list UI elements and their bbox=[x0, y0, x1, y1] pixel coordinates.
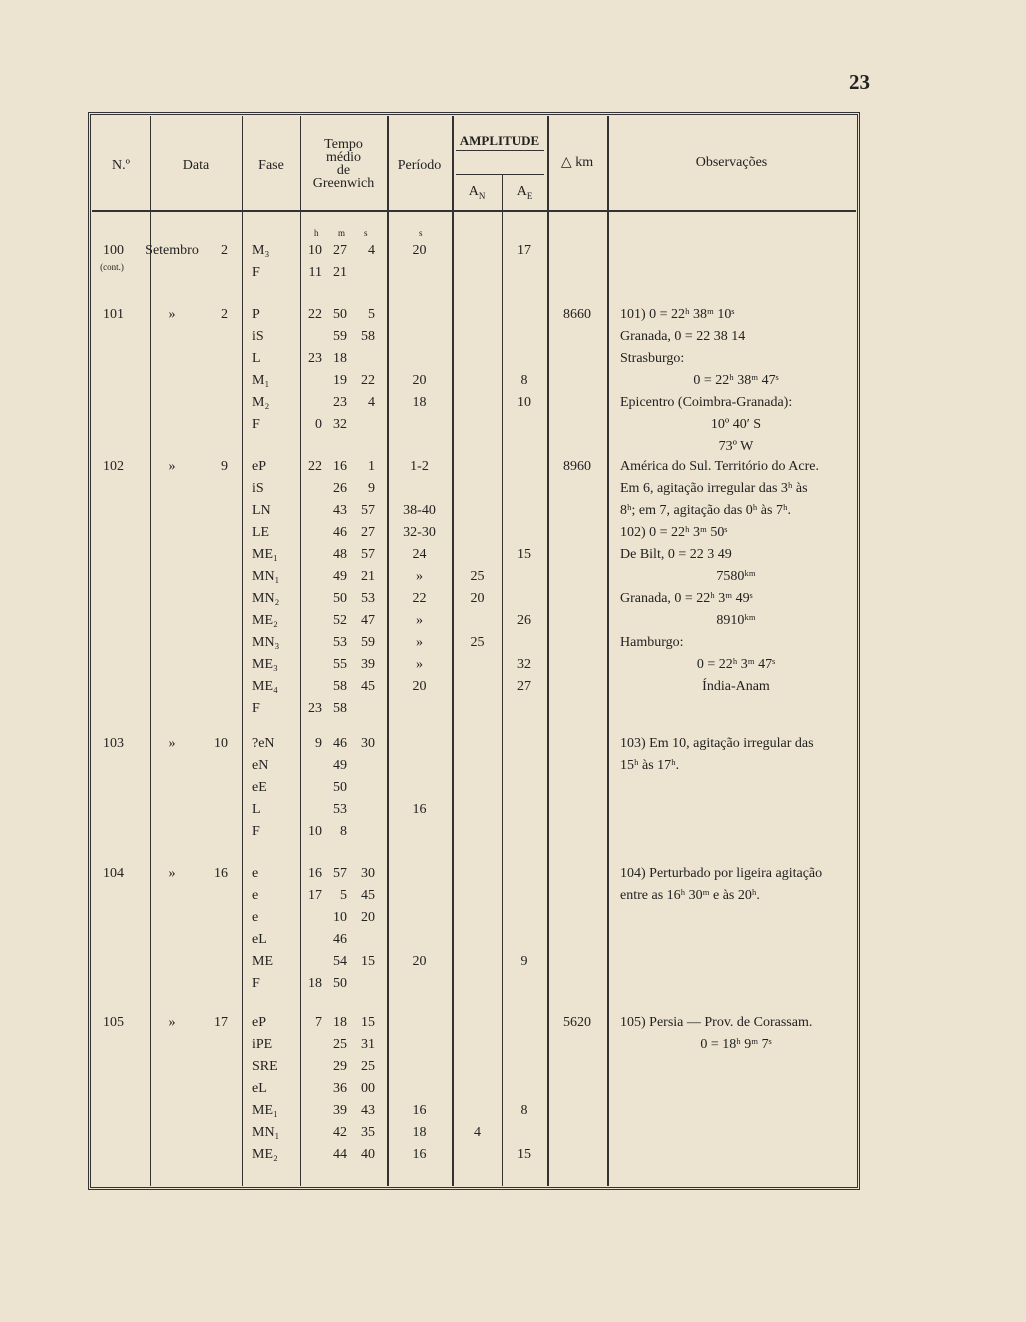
cell-ae: 26 bbox=[517, 613, 531, 628]
observation-line: 7580ᵏᵐ bbox=[716, 569, 756, 584]
cell-km: 8660 bbox=[563, 307, 591, 322]
header-ae bbox=[502, 185, 547, 203]
cell-periodo: 20 bbox=[412, 373, 427, 388]
cell-ae: 10 bbox=[517, 395, 531, 410]
header-tempo-line: médio bbox=[326, 150, 361, 165]
cell-fase: M₃ bbox=[252, 243, 270, 258]
cell-day: 10 bbox=[214, 736, 228, 751]
cell-num: 102 bbox=[103, 459, 124, 474]
cell-s: 31 bbox=[361, 1037, 375, 1052]
observation-line: 73º W bbox=[718, 439, 754, 454]
cell-fase: e bbox=[252, 866, 259, 881]
cell-s: 39 bbox=[361, 657, 375, 672]
cell-m: 23 bbox=[333, 395, 347, 410]
cell-s: 25 bbox=[361, 1059, 375, 1074]
cell-periodo: 16 bbox=[412, 1103, 427, 1118]
cell-month: Setembro bbox=[145, 243, 199, 258]
cell-m: 32 bbox=[333, 417, 347, 432]
header-an-sub: N bbox=[478, 190, 486, 201]
cell-fase: M₁ bbox=[252, 373, 270, 388]
header-ae-base: A bbox=[516, 184, 527, 199]
cell-fase: e bbox=[252, 910, 259, 925]
cell-s: 4 bbox=[368, 243, 375, 258]
observation-line: 15ʰ às 17ʰ. bbox=[620, 758, 680, 773]
cell-ae: 32 bbox=[517, 657, 531, 672]
cell-periodo: 32-30 bbox=[403, 525, 436, 540]
observation-line: Epicentro (Coimbra-Granada): bbox=[620, 395, 793, 410]
cell-periodo: 20 bbox=[412, 679, 427, 694]
observation-line: De Bilt, 0 = 22 3 49 bbox=[620, 547, 732, 562]
cell-periodo: 16 bbox=[412, 1147, 427, 1162]
col-divider bbox=[502, 174, 503, 1186]
observation-line: 0 = 22ʰ 3ᵐ 47ˢ bbox=[696, 657, 776, 672]
header-tempo bbox=[300, 138, 387, 190]
cell-m: 43 bbox=[333, 503, 347, 518]
observation-line: 10º 40′ S bbox=[710, 417, 762, 432]
cell-fase: ME₄ bbox=[252, 679, 278, 694]
cell-periodo: » bbox=[416, 657, 423, 672]
cell-fase: eP bbox=[252, 1015, 266, 1030]
cell-m: 58 bbox=[333, 701, 347, 716]
cell-m: 54 bbox=[333, 954, 347, 969]
cell-fase: eL bbox=[252, 1081, 267, 1096]
cell-m: 49 bbox=[333, 758, 347, 773]
cell-fase: e bbox=[252, 888, 259, 903]
unit-s: s bbox=[364, 228, 368, 238]
cell-fase: eN bbox=[252, 758, 269, 773]
cell-fase: F bbox=[252, 824, 260, 839]
cell-km: 5620 bbox=[563, 1015, 591, 1030]
cell-fase: SRE bbox=[252, 1059, 278, 1074]
cell-km: 8960 bbox=[563, 459, 591, 474]
cell-day: 2 bbox=[221, 243, 228, 258]
cell-fase: ME₂ bbox=[252, 1147, 278, 1162]
header-ae-sub: E bbox=[526, 190, 533, 201]
cell-m: 25 bbox=[333, 1037, 347, 1052]
cell-periodo: 16 bbox=[412, 802, 427, 817]
cell-s: 4 bbox=[368, 395, 375, 410]
cell-m: 39 bbox=[333, 1103, 347, 1118]
cell-ae: 8 bbox=[520, 1103, 528, 1118]
observation-line: América do Sul. Território do Acre. bbox=[620, 459, 819, 474]
header-fase: Fase bbox=[258, 158, 284, 173]
cell-m: 50 bbox=[333, 307, 347, 322]
cell-fase: ME bbox=[252, 954, 273, 969]
cell-s: 57 bbox=[361, 503, 375, 518]
observation-line: 105) Persia — Prov. de Corassam. bbox=[620, 1015, 813, 1030]
cell-m: 5 bbox=[340, 888, 347, 903]
cell-h: 22 bbox=[308, 459, 322, 474]
cell-h: 7 bbox=[315, 1015, 322, 1030]
cell-m: 52 bbox=[333, 613, 347, 628]
cell-h: 0 bbox=[315, 417, 322, 432]
cell-fase: P bbox=[252, 307, 260, 322]
cell-ae: 17 bbox=[517, 243, 531, 258]
cell-m: 16 bbox=[333, 459, 347, 474]
cell-h: 23 bbox=[308, 351, 322, 366]
observation-line: 104) Perturbado por ligeira agitação bbox=[620, 866, 823, 881]
page-number: 23 bbox=[849, 70, 870, 94]
cell-fase: LN bbox=[252, 503, 271, 518]
cell-num: 103 bbox=[103, 736, 124, 751]
observation-line: 101) 0 = 22ʰ 38ᵐ 10ˢ bbox=[620, 307, 735, 322]
cell-m: 18 bbox=[333, 351, 347, 366]
cell-h: 10 bbox=[308, 824, 322, 839]
cell-m: 26 bbox=[333, 481, 347, 496]
header-observacoes: Observações bbox=[695, 155, 768, 170]
observation-line: Granada, 0 = 22ʰ 3ᵐ 49ˢ bbox=[620, 591, 753, 606]
cell-s: 22 bbox=[361, 373, 375, 388]
cell-s: 45 bbox=[361, 679, 375, 694]
cell-fase: iS bbox=[252, 481, 264, 496]
unit-h: h bbox=[314, 228, 319, 238]
observation-line: Em 6, agitação irregular das 3ʰ às bbox=[620, 481, 808, 496]
cell-m: 58 bbox=[333, 679, 347, 694]
header-tempo-line: de bbox=[336, 163, 351, 178]
cell-periodo: 22 bbox=[412, 591, 427, 606]
cell-ae: 9 bbox=[520, 954, 528, 969]
cell-m: 50 bbox=[333, 591, 347, 606]
cell-s: 21 bbox=[361, 569, 375, 584]
header-delta-km: △ km bbox=[560, 155, 594, 170]
cell-h: 9 bbox=[315, 736, 322, 751]
cell-m: 29 bbox=[333, 1059, 347, 1074]
cell-fase: L bbox=[252, 351, 261, 366]
cell-month: » bbox=[168, 459, 176, 474]
cell-m: 46 bbox=[333, 736, 347, 751]
header-periodo: Período bbox=[397, 158, 442, 173]
cell-fase: ME₁ bbox=[252, 547, 278, 562]
cell-m: 18 bbox=[333, 1015, 347, 1030]
cell-fase: F bbox=[252, 417, 260, 432]
cell-m: 27 bbox=[333, 243, 347, 258]
cell-m: 10 bbox=[333, 910, 347, 925]
cell-day: 17 bbox=[214, 1015, 228, 1030]
observation-line: 102) 0 = 22ʰ 3ᵐ 50ˢ bbox=[620, 525, 728, 540]
cell-num: 105 bbox=[103, 1015, 124, 1030]
cell-fase: MN₃ bbox=[252, 635, 280, 650]
cell-periodo: 20 bbox=[412, 243, 427, 258]
cell-s: 47 bbox=[361, 613, 375, 628]
cell-s: 20 bbox=[361, 910, 375, 925]
cell-s: 27 bbox=[361, 525, 375, 540]
cell-s: 59 bbox=[361, 635, 375, 650]
cell-periodo: 20 bbox=[412, 954, 427, 969]
observation-line: 8ʰ; em 7, agitação das 0ʰ às 7ʰ. bbox=[620, 503, 791, 518]
cell-h: 23 bbox=[308, 701, 322, 716]
cell-fase: MN₂ bbox=[252, 591, 280, 606]
cell-m: 57 bbox=[333, 866, 347, 881]
observation-line: Granada, 0 = 22 38 14 bbox=[620, 329, 746, 344]
cell-an: 20 bbox=[470, 591, 485, 606]
cell-s: 00 bbox=[361, 1081, 375, 1096]
cell-day: 2 bbox=[221, 307, 228, 322]
cell-m: 36 bbox=[333, 1081, 347, 1096]
cell-m: 44 bbox=[333, 1147, 347, 1162]
cell-fase: MN₁ bbox=[252, 569, 280, 584]
cell-h: 11 bbox=[308, 265, 322, 280]
cell-m: 59 bbox=[333, 329, 347, 344]
cell-periodo: » bbox=[416, 569, 423, 584]
cell-s: 35 bbox=[361, 1125, 375, 1140]
cell-day: 16 bbox=[214, 866, 228, 881]
observation-line: Hamburgo: bbox=[620, 635, 684, 650]
cell-m: 50 bbox=[333, 780, 347, 795]
observation-line: entre as 16ʰ 30ᵐ e às 20ʰ. bbox=[620, 888, 760, 903]
cell-num: 104 bbox=[103, 866, 124, 881]
cell-fase: eE bbox=[252, 780, 267, 795]
cell-fase: LE bbox=[252, 525, 270, 540]
cell-s: 45 bbox=[361, 888, 375, 903]
header-data: Data bbox=[182, 158, 210, 173]
cell-s: 5 bbox=[368, 307, 375, 322]
cell-m: 19 bbox=[333, 373, 347, 388]
cell-num: 101 bbox=[103, 307, 124, 322]
cell-fase: eL bbox=[252, 932, 267, 947]
cell-s: 30 bbox=[361, 866, 375, 881]
col-divider bbox=[607, 116, 609, 1186]
header-tempo-line: Greenwich bbox=[312, 176, 375, 191]
cell-m: 50 bbox=[333, 976, 347, 991]
observation-line: 0 = 22ʰ 38ᵐ 47ˢ bbox=[693, 373, 779, 388]
cell-periodo: 18 bbox=[412, 395, 427, 410]
header-an bbox=[452, 185, 502, 203]
cell-m: 55 bbox=[333, 657, 347, 672]
cell-fase: ?eN bbox=[252, 736, 275, 751]
cell-fase: F bbox=[252, 265, 260, 280]
cell-fase: L bbox=[252, 802, 261, 817]
cell-fase: ME₁ bbox=[252, 1103, 278, 1118]
cell-periodo: 38-40 bbox=[403, 503, 436, 518]
observation-line: 8910ᵏᵐ bbox=[716, 613, 756, 628]
header-rule bbox=[92, 210, 856, 212]
cell-ae: 27 bbox=[517, 679, 531, 694]
header-an-base: A bbox=[468, 184, 479, 199]
cell-s: 1 bbox=[368, 459, 375, 474]
cell-s: 15 bbox=[361, 954, 375, 969]
cell-fase: MN₁ bbox=[252, 1125, 280, 1140]
observation-line: Índia-Anam bbox=[702, 679, 770, 694]
cell-periodo: 24 bbox=[412, 547, 427, 562]
unit-m: m bbox=[338, 228, 346, 238]
cell-month: » bbox=[168, 736, 176, 751]
cell-h: 16 bbox=[308, 866, 322, 881]
cell-h: 22 bbox=[308, 307, 322, 322]
cell-m: 8 bbox=[340, 824, 347, 839]
col-divider bbox=[387, 116, 389, 1186]
cell-an: 4 bbox=[474, 1125, 481, 1140]
cell-h: 10 bbox=[308, 243, 322, 258]
cell-num: 100 bbox=[103, 243, 124, 258]
header-amplitude: AMPLITUDE bbox=[459, 133, 540, 148]
cell-fase: ME₃ bbox=[252, 657, 278, 672]
cell-m: 48 bbox=[333, 547, 347, 562]
cell-fase: M₂ bbox=[252, 395, 270, 410]
cell-m: 53 bbox=[333, 635, 347, 650]
col-divider bbox=[242, 116, 243, 1186]
cell-s: 30 bbox=[361, 736, 375, 751]
cell-an: 25 bbox=[470, 635, 485, 650]
cell-ae: 15 bbox=[517, 1147, 531, 1162]
cell-fase: eP bbox=[252, 459, 266, 474]
header-num: N.º bbox=[112, 158, 130, 173]
cell-ae: 8 bbox=[520, 373, 528, 388]
cell-fase: F bbox=[252, 976, 260, 991]
cell-periodo: » bbox=[416, 635, 423, 650]
amplitude-rule bbox=[456, 150, 544, 151]
cell-num-note: (cont.) bbox=[100, 262, 124, 272]
col-divider bbox=[452, 116, 454, 1186]
cell-ae: 15 bbox=[517, 547, 531, 562]
cell-m: 46 bbox=[333, 525, 347, 540]
cell-an: 25 bbox=[470, 569, 485, 584]
cell-fase: iPE bbox=[252, 1037, 273, 1052]
observation-line: 0 = 18ʰ 9ᵐ 7ˢ bbox=[700, 1037, 772, 1052]
cell-fase: iS bbox=[252, 329, 264, 344]
seismic-table bbox=[92, 116, 856, 1186]
cell-m: 46 bbox=[333, 932, 347, 947]
cell-m: 53 bbox=[333, 802, 347, 817]
cell-month: » bbox=[168, 307, 176, 322]
header-tempo-line: Tempo bbox=[324, 137, 363, 152]
cell-s: 15 bbox=[361, 1015, 375, 1030]
cell-s: 58 bbox=[361, 329, 375, 344]
observation-line: Strasburgo: bbox=[620, 351, 685, 366]
cell-m: 42 bbox=[333, 1125, 347, 1140]
cell-s: 9 bbox=[368, 481, 375, 496]
cell-fase: F bbox=[252, 701, 260, 716]
cell-periodo: 1-2 bbox=[410, 459, 429, 474]
unit-periodo-s: s bbox=[419, 228, 423, 238]
cell-h: 17 bbox=[308, 888, 322, 903]
cell-s: 53 bbox=[361, 591, 375, 606]
cell-month: » bbox=[168, 866, 176, 881]
cell-h: 18 bbox=[308, 976, 322, 991]
amplitude-rule bbox=[456, 174, 544, 175]
cell-s: 43 bbox=[361, 1103, 375, 1118]
cell-s: 40 bbox=[361, 1147, 375, 1162]
cell-m: 21 bbox=[333, 265, 347, 280]
cell-fase: ME₂ bbox=[252, 613, 278, 628]
cell-periodo: 18 bbox=[412, 1125, 427, 1140]
cell-month: » bbox=[168, 1015, 176, 1030]
cell-s: 57 bbox=[361, 547, 375, 562]
observation-line: 103) Em 10, agitação irregular das bbox=[620, 736, 814, 751]
cell-periodo: » bbox=[416, 613, 423, 628]
cell-day: 9 bbox=[221, 459, 228, 474]
cell-m: 49 bbox=[333, 569, 347, 584]
